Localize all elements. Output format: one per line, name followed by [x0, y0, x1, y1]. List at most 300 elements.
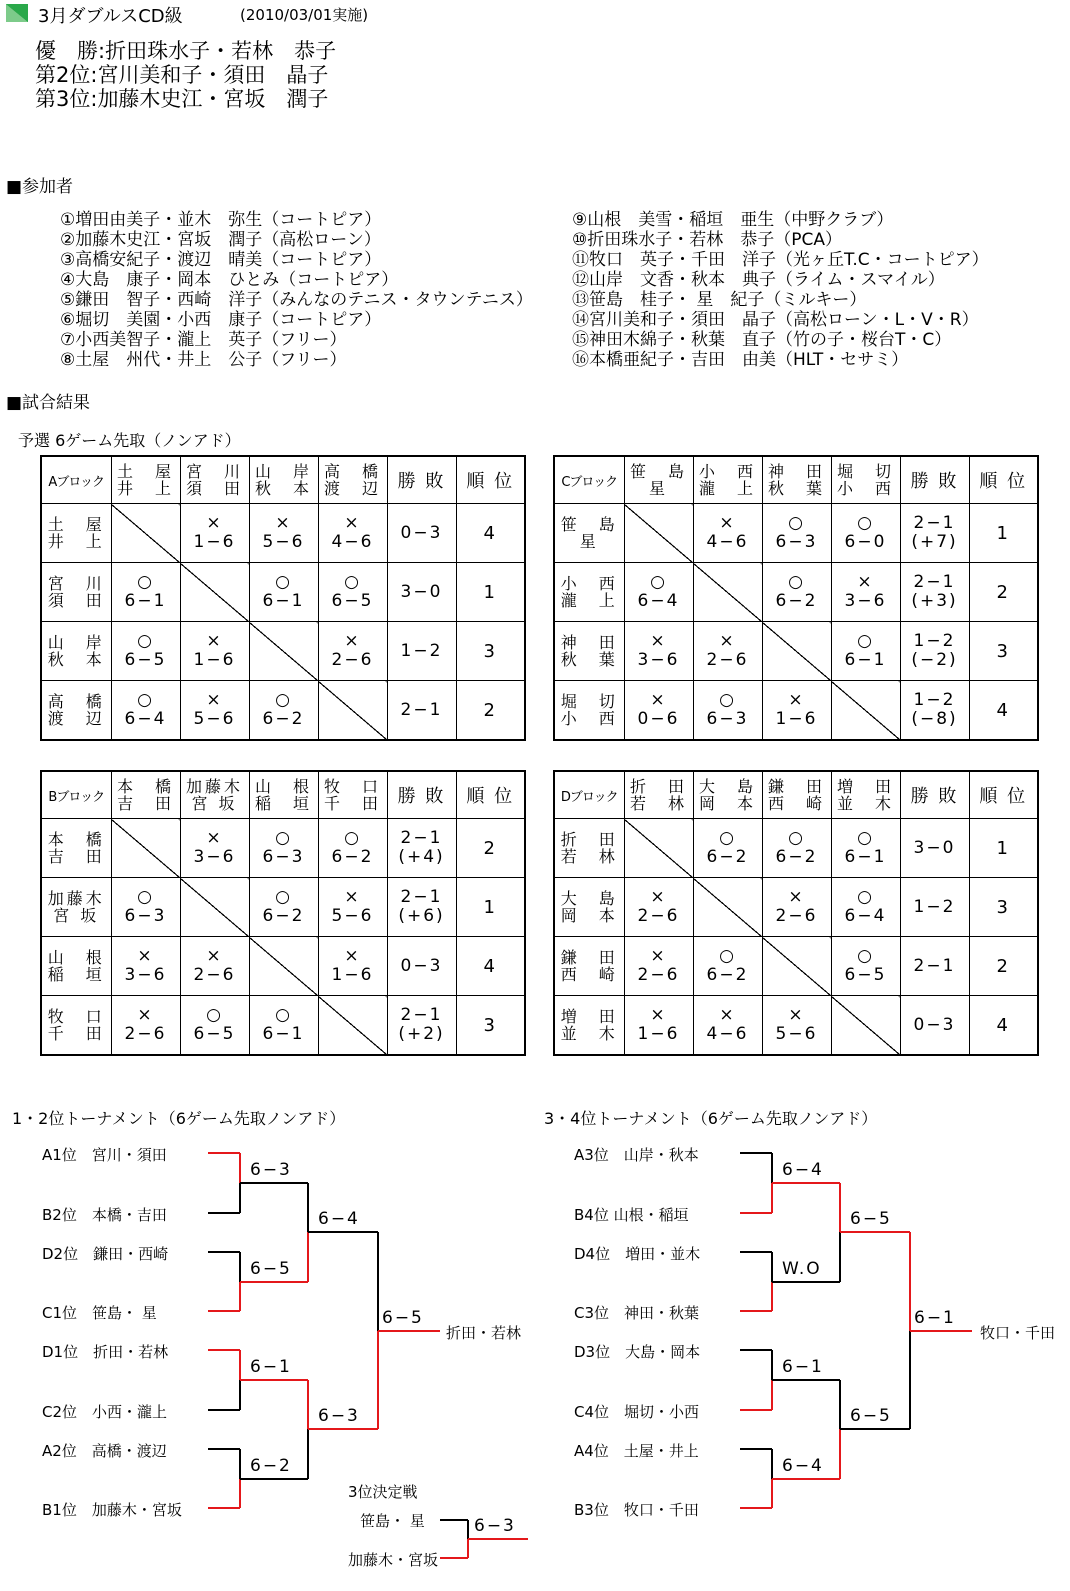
team-header — [318, 771, 387, 819]
block-b-table — [40, 770, 526, 1056]
team-header — [831, 456, 900, 504]
match-cell — [249, 819, 318, 878]
match-cell — [318, 622, 387, 681]
win-loss-cell — [387, 819, 456, 878]
win-loss: 2−1 — [913, 955, 956, 976]
win-loss-cell — [900, 996, 969, 1056]
prelim-label: 予選 6ゲーム先取（ノンアド） — [18, 431, 241, 450]
round1-score: 6−4 — [782, 1160, 824, 1180]
bracket-entry: B1位 加藤木・宮坂 — [42, 1501, 182, 1519]
participant: ⑬笹島 桂子・ 星 紀子（ミルキー） — [572, 290, 867, 310]
bracket-line — [771, 1449, 773, 1479]
match-cell — [249, 996, 318, 1056]
team-member: 土 屋 — [116, 462, 174, 481]
match-cell — [762, 504, 831, 563]
team-header — [111, 456, 180, 504]
winner-path — [839, 1429, 841, 1478]
win-loss: 2−1 — [400, 699, 443, 720]
match-score: 6−2 — [262, 709, 305, 729]
bracket-entry: C3位 神田・秋葉 — [574, 1304, 700, 1322]
match-cell — [762, 681, 831, 741]
match-score: 0−6 — [637, 709, 680, 729]
winner-path — [740, 1212, 772, 1214]
result-mark: × — [788, 887, 805, 907]
team-member: 西 崎 — [560, 965, 618, 984]
result-mark: × — [137, 1005, 154, 1025]
win-loss: 1−2 — [913, 896, 956, 917]
winner-path — [771, 1479, 773, 1509]
match-cell — [249, 681, 318, 741]
match-cell — [249, 563, 318, 622]
match-score: 6−0 — [844, 532, 887, 552]
match-score: 3−6 — [193, 847, 236, 867]
bracket-line — [308, 1231, 378, 1233]
result-mark: × — [206, 690, 223, 710]
participant: ⑨山根 美雪・稲垣 亜生（中野クラブ） — [572, 210, 894, 230]
result-mark: ○ — [137, 887, 154, 907]
table-row — [41, 937, 525, 996]
bracket-entry: A3位 山岸・秋本 — [574, 1146, 699, 1164]
result-mark: × — [206, 513, 223, 533]
winner-path — [240, 1379, 308, 1381]
result-mark: × — [137, 946, 154, 966]
rank-cell: 2 — [456, 681, 525, 741]
result-mark: ○ — [344, 828, 361, 848]
result-mark: ○ — [719, 946, 736, 966]
excel-icon — [6, 4, 28, 22]
team-header — [693, 456, 762, 504]
winner-path — [771, 1380, 773, 1410]
self-match-cell — [831, 681, 900, 741]
team-member: 秋 葉 — [560, 650, 618, 669]
match-cell — [831, 563, 900, 622]
team-member: 小 西 — [560, 709, 618, 728]
match-score: 2−6 — [637, 965, 680, 985]
team-member: 大 島 — [698, 777, 756, 796]
match-cell — [318, 878, 387, 937]
match-score: 2−6 — [124, 1024, 167, 1044]
self-match-cell — [624, 819, 693, 878]
result-mark: ○ — [857, 946, 874, 966]
win-loss: 1−2 — [400, 640, 443, 661]
result-mark: ○ — [275, 572, 292, 592]
team-member: 牧 口 — [323, 777, 381, 796]
rank-cell: 1 — [456, 878, 525, 937]
table-row — [554, 996, 1038, 1056]
match-score: 2−6 — [331, 650, 374, 670]
bracket-line — [740, 1152, 772, 1154]
match-score: 5−6 — [775, 1024, 818, 1044]
team-header — [762, 771, 831, 819]
match-score: 2−6 — [706, 650, 749, 670]
match-cell — [762, 996, 831, 1056]
row-team — [554, 681, 624, 741]
round1-score: 6−3 — [250, 1160, 292, 1180]
match-cell — [762, 819, 831, 878]
win-loss-cell — [900, 563, 969, 622]
rank-cell: 2 — [456, 819, 525, 878]
match-cell — [111, 878, 180, 937]
match-cell — [180, 937, 249, 996]
match-score: 3−6 — [844, 591, 887, 611]
bracket-line — [771, 1153, 773, 1183]
tournament-34-title: 3・4位トーナメント（6ゲーム先取ノンアド） — [544, 1109, 878, 1128]
result-mark: × — [719, 513, 736, 533]
result-mark: ○ — [857, 513, 874, 533]
win-loss-cell — [900, 681, 969, 741]
table-row — [554, 878, 1038, 937]
team-member: 宮 坂 — [53, 906, 100, 925]
table-row — [41, 563, 525, 622]
result-mark: ○ — [137, 631, 154, 651]
team-member: 笹 島 — [629, 462, 687, 481]
win-loss-header: 勝 敗 — [900, 771, 969, 819]
team-member: 渡 辺 — [47, 709, 105, 728]
win-loss: 2−1 — [400, 828, 443, 848]
match-score: 6−5 — [193, 1024, 236, 1044]
table-row — [554, 504, 1038, 563]
winner-path — [208, 1310, 240, 1312]
team-member: 秋 葉 — [767, 479, 825, 498]
table-row — [554, 563, 1038, 622]
result-mark: × — [788, 690, 805, 710]
bracket-entry: B2位 本橋・吉田 — [42, 1206, 167, 1224]
rank-cell: 3 — [456, 622, 525, 681]
result-mark: × — [719, 1005, 736, 1025]
bracket-line — [740, 1349, 772, 1351]
result-mark: ○ — [275, 887, 292, 907]
round1-score: 6−2 — [250, 1455, 292, 1476]
result-mark: × — [344, 887, 361, 907]
self-match-cell — [180, 563, 249, 622]
table-row — [554, 681, 1038, 741]
bracket-line — [239, 1252, 241, 1282]
team-member: 小 西 — [836, 479, 894, 498]
winner-names: 加藤木史江・宮坂 潤子 — [97, 87, 329, 111]
winner-row — [35, 88, 328, 111]
bracket-entry: D3位 大島・岡本 — [574, 1343, 701, 1361]
result-mark: ○ — [206, 1005, 223, 1025]
bracket-entry: A2位 高橋・渡辺 — [42, 1442, 167, 1460]
result-mark: × — [344, 513, 361, 533]
bracket-entry: C1位 笹島・ 星 — [42, 1304, 157, 1322]
winner-path — [239, 1153, 241, 1183]
win-loss: 2−1 — [913, 513, 956, 533]
self-match-cell — [693, 563, 762, 622]
team-member: 鎌 田 — [560, 948, 618, 967]
team-member: 山 根 — [254, 777, 312, 796]
winner-path — [308, 1428, 378, 1430]
match-score: 4−6 — [706, 532, 749, 552]
team-member: 折 田 — [629, 777, 687, 796]
team-header — [624, 456, 693, 504]
result-mark: × — [650, 631, 667, 651]
result-mark: ○ — [275, 690, 292, 710]
team-member: 山 岸 — [47, 633, 105, 652]
bracket-line — [440, 1519, 468, 1521]
win-loss-header: 勝 敗 — [900, 456, 969, 504]
result-mark: ○ — [275, 828, 292, 848]
result-mark: × — [857, 572, 874, 592]
win-loss: 1−2 — [913, 690, 956, 710]
match-score: 1−6 — [193, 650, 236, 670]
table-row — [554, 622, 1038, 681]
bracket-line — [909, 1331, 911, 1430]
team-member: 増 田 — [560, 1007, 618, 1026]
team-member: 井 上 — [47, 532, 105, 551]
match-cell — [249, 878, 318, 937]
team-member: 土 屋 — [47, 515, 105, 534]
rank-header: 順 位 — [969, 771, 1038, 819]
winner-names: 宮川美和子・須田 晶子 — [97, 63, 329, 87]
self-match-cell — [249, 937, 318, 996]
match-score: 6−3 — [124, 906, 167, 926]
match-score: 2−6 — [637, 906, 680, 926]
winner-path — [909, 1232, 911, 1331]
winner-path — [378, 1330, 440, 1332]
round2-score: 6−5 — [850, 1209, 892, 1230]
result-mark: ○ — [719, 690, 736, 710]
match-score: 6−3 — [706, 709, 749, 729]
result-mark: × — [719, 631, 736, 651]
participant: ②加藤木史江・宮坂 潤子（高松ローン） — [60, 230, 381, 250]
round1-score: 6−5 — [250, 1258, 292, 1279]
team-member: 千 田 — [47, 1024, 105, 1043]
block-name: Cブロック — [554, 456, 624, 504]
self-match-cell — [624, 504, 693, 563]
team-member: 西 崎 — [767, 794, 825, 813]
match-score: 6−2 — [331, 847, 374, 867]
match-score: 6−4 — [124, 709, 167, 729]
match-score: 6−5 — [844, 965, 887, 985]
win-loss: 2−1 — [400, 1005, 443, 1025]
round2-score: 6−5 — [850, 1406, 892, 1427]
match-score: 1−6 — [775, 709, 818, 729]
winner-path — [307, 1232, 309, 1281]
third-place-title: 3位決定戦 — [348, 1483, 418, 1501]
match-score: 3−6 — [124, 965, 167, 985]
tournament-winner: 牧口・千田 — [980, 1323, 1056, 1342]
rank-cell: 4 — [969, 996, 1038, 1056]
rank-cell: 2 — [969, 937, 1038, 996]
team-member: 瀧 上 — [560, 591, 618, 610]
winner-path — [467, 1539, 469, 1558]
team-header — [111, 771, 180, 819]
bracket-entry: D1位 折田・若林 — [42, 1343, 169, 1361]
win-loss: 0−3 — [400, 955, 443, 976]
rank-cell: 1 — [969, 504, 1038, 563]
match-cell — [180, 504, 249, 563]
rank-header: 順 位 — [456, 771, 525, 819]
block-name: Dブロック — [554, 771, 624, 819]
match-cell — [180, 996, 249, 1056]
winner-path — [239, 1350, 241, 1380]
match-score: 6−2 — [706, 965, 749, 985]
result-mark: ○ — [719, 828, 736, 848]
winner-rank: 第2位: — [35, 63, 98, 87]
winner-path — [239, 1282, 241, 1312]
round1-score: 6−1 — [250, 1357, 292, 1377]
rank-header: 順 位 — [456, 456, 525, 504]
participant: ⑩折田珠水子・若林 恭子（PCA） — [572, 230, 842, 250]
self-match-cell — [111, 504, 180, 563]
team-member: 千 田 — [323, 794, 381, 813]
match-cell — [624, 563, 693, 622]
match-cell — [111, 622, 180, 681]
team-header — [318, 456, 387, 504]
round1-score: W.O — [782, 1258, 822, 1279]
row-team — [41, 996, 111, 1056]
winner-path — [239, 1479, 241, 1509]
team-member: 稲 垣 — [47, 965, 105, 984]
bracket-line — [740, 1251, 772, 1253]
final-score: 6−5 — [382, 1307, 424, 1328]
participant: ⑪牧口 英子・千田 洋子（光ヶ丘T.C・コートピア） — [572, 250, 989, 270]
participant: ①増田由美子・並木 弥生（コートピア） — [60, 210, 382, 230]
team-member: 神 田 — [767, 462, 825, 481]
participant: ③高橋安紀子・渡辺 晴美（コートピア） — [60, 250, 382, 270]
win-loss-cell — [387, 563, 456, 622]
result-mark: × — [275, 513, 292, 533]
result-mark: × — [206, 828, 223, 848]
tournament-12-title: 1・2位トーナメント（6ゲーム先取ノンアド） — [12, 1109, 346, 1128]
team-member: 並 木 — [836, 794, 894, 813]
bracket-line — [208, 1448, 240, 1450]
self-match-cell — [693, 878, 762, 937]
team-member: 山 根 — [47, 948, 105, 967]
rank-cell: 4 — [456, 937, 525, 996]
table-row — [41, 996, 525, 1056]
team-member: 小 西 — [560, 574, 618, 593]
match-score: 6−5 — [331, 591, 374, 611]
win-loss: 0−3 — [913, 1014, 956, 1035]
winner-path — [771, 1282, 773, 1312]
team-member: 山 岸 — [254, 462, 312, 481]
team-member: 星 — [579, 532, 599, 551]
result-mark: ○ — [650, 572, 667, 592]
row-team — [41, 937, 111, 996]
win-loss-cell — [900, 937, 969, 996]
participant: ⑭宮川美和子・須田 晶子（高松ローン・L・V・R） — [572, 310, 979, 330]
team-member: 岡 本 — [560, 906, 618, 925]
win-loss: 3−0 — [400, 581, 443, 602]
winner-path — [208, 1507, 240, 1509]
bracket-line — [240, 1182, 308, 1184]
block-c-table — [553, 455, 1039, 741]
row-team — [41, 504, 111, 563]
match-cell — [318, 819, 387, 878]
match-cell — [831, 622, 900, 681]
result-mark: ○ — [788, 513, 805, 533]
self-match-cell — [762, 937, 831, 996]
match-score: 6−1 — [844, 650, 887, 670]
match-cell — [111, 937, 180, 996]
winner-path — [772, 1182, 840, 1184]
round2-score: 6−4 — [318, 1209, 360, 1230]
winner-rank: 第3位: — [35, 87, 98, 111]
team-member: 吉 田 — [47, 847, 105, 866]
match-score: 6−3 — [775, 532, 818, 552]
match-score: 1−6 — [637, 1024, 680, 1044]
bracket-entry: A1位 宮川・須田 — [42, 1146, 167, 1164]
participants-left — [60, 210, 533, 370]
win-loss: 3−0 — [913, 837, 956, 858]
self-match-cell — [318, 996, 387, 1056]
rank-cell: 1 — [456, 563, 525, 622]
team-member: 井 上 — [116, 479, 174, 498]
third-place-score: 6−3 — [474, 1516, 516, 1536]
bracket-line — [240, 1478, 308, 1480]
match-cell — [693, 819, 762, 878]
row-team — [41, 878, 111, 937]
participant: ⑫山岸 文香・秋本 典子（ライム・スマイル） — [572, 270, 945, 290]
rank-header: 順 位 — [969, 456, 1038, 504]
participant: ⑥堀切 美園・小西 康子（コートピア） — [60, 310, 382, 330]
win-loss-cell — [387, 937, 456, 996]
match-score: 6−3 — [262, 847, 305, 867]
result-mark: ○ — [344, 572, 361, 592]
team-member: 秋 本 — [47, 650, 105, 669]
participant: ⑧土屋 州代・井上 公子（フリー） — [60, 350, 347, 370]
result-mark: × — [206, 946, 223, 966]
team-member: 星 — [648, 479, 668, 498]
match-cell — [831, 878, 900, 937]
bracket-line — [307, 1429, 309, 1478]
team-member: 稲 垣 — [254, 794, 312, 813]
team-member: 並 木 — [560, 1024, 618, 1043]
team-member: 高 橋 — [323, 462, 381, 481]
result-mark: × — [344, 946, 361, 966]
team-member: 増 田 — [836, 777, 894, 796]
result-mark: ○ — [137, 572, 154, 592]
game-diff: (−8) — [911, 709, 958, 729]
match-cell — [693, 622, 762, 681]
bracket-entry: C2位 小西・瀧上 — [42, 1403, 168, 1421]
match-score: 5−6 — [331, 906, 374, 926]
team-header — [249, 771, 318, 819]
result-mark: × — [650, 690, 667, 710]
event-date: (2010/03/01実施) — [240, 6, 369, 24]
winner-path — [840, 1231, 910, 1233]
rank-cell: 3 — [969, 878, 1038, 937]
match-cell — [111, 563, 180, 622]
win-loss-cell — [387, 681, 456, 741]
win-loss-cell — [387, 996, 456, 1056]
team-member: 若 林 — [629, 794, 687, 813]
team-member: 須 田 — [47, 591, 105, 610]
team-member: 宮 川 — [47, 574, 105, 593]
result-mark: ○ — [857, 631, 874, 651]
match-score: 6−4 — [844, 906, 887, 926]
match-score: 2−6 — [193, 965, 236, 985]
bracket-entry: A4位 土屋・井上 — [574, 1442, 699, 1460]
match-cell — [624, 937, 693, 996]
block-name: Bブロック — [41, 771, 111, 819]
match-score: 6−2 — [775, 591, 818, 611]
bracket-line — [772, 1281, 840, 1283]
match-score: 6−1 — [124, 591, 167, 611]
team-member: 本 橋 — [47, 830, 105, 849]
row-team — [554, 563, 624, 622]
table-row — [554, 819, 1038, 878]
match-score: 5−6 — [262, 532, 305, 552]
bracket-line — [377, 1232, 379, 1331]
bracket-line — [740, 1448, 772, 1450]
result-mark: ○ — [137, 690, 154, 710]
page-title: 3月ダブルスCD級 — [38, 6, 183, 27]
team-member: 須 田 — [185, 479, 243, 498]
winner-path — [307, 1380, 309, 1429]
